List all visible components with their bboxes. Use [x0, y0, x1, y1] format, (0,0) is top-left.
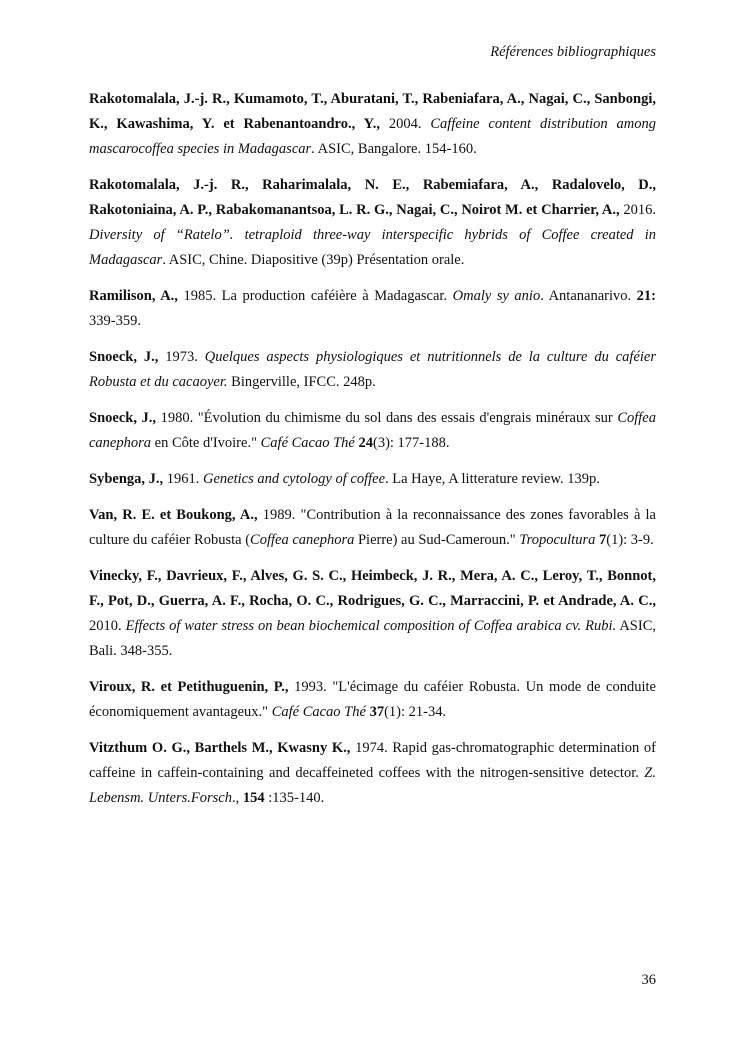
reference-italic-text: Quelques aspects physiologiques et nutritionnels de la culture du caféier Robusta et du cacaoyer. — [89, 349, 656, 390]
reference-entry — [89, 406, 656, 456]
reference-italic-text: Café Cacao Thé — [260, 435, 355, 451]
reference-bold-text: Rakotomalala, J.-j. R., Kumamoto, T., Aburatani, T., Rabeniafara, A., Nagai, C., Sanbongi, K., Kawashima, Y. et Rabenantoandro., Y., — [89, 91, 656, 132]
reference-bold-text: 7 — [598, 532, 607, 548]
reference-italic-text: Café Cacao Thé — [271, 704, 366, 720]
reference-bold-text: 37 — [369, 704, 385, 720]
reference-entry — [89, 467, 656, 492]
reference-bold-text: 21: — [636, 288, 657, 304]
reference-text: . La Haye, A litterature review. 139p. — [385, 471, 600, 487]
reference-bold-text: 24 — [358, 435, 373, 451]
reference-entry — [89, 736, 656, 811]
reference-entry — [89, 87, 656, 162]
reference-italic-text: Genetics and cytology of coffee — [203, 471, 386, 487]
reference-italic-text: Z. Lebensm. Unters.Forsch — [89, 765, 656, 806]
reference-text: ., — [231, 790, 243, 806]
reference-entry — [89, 284, 656, 334]
reference-text: ASIC, Bali. 348-355. — [89, 618, 656, 659]
reference-italic-text: Coffea canephora — [89, 410, 656, 451]
reference-bold-text: Snoeck, J., — [89, 410, 157, 426]
reference-text: 1980. "Évolution du chimisme du sol dans des essais d'engrais minéraux sur — [156, 410, 618, 426]
reference-entry — [89, 345, 656, 395]
reference-text: 2016. — [619, 202, 656, 218]
reference-text: 1989. "Contribution à la reconnaissance des zones favorables à la culture du caféier Robusta ( — [89, 507, 656, 548]
reference-text: . ASIC, Bangalore. 154-160. — [311, 141, 477, 157]
reference-bold-text: 154 — [242, 790, 265, 806]
reference-text: 1961. — [163, 471, 204, 487]
reference-bold-text: Snoeck, J., — [89, 349, 159, 365]
reference-bold-text: Rakotomalala, J.-j. R., Raharimalala, N. E., Rabemiafara, A., Radalovelo, D., Rakotoniaina, A. P., Rabakomanantsoa, L. R. G., Nagai, C., Noirot M. et Charrier, A., — [89, 177, 656, 218]
reference-bold-text: Viroux, R. et Petithuguenin, P., — [89, 679, 289, 695]
reference-text: (1): 21-34. — [384, 704, 447, 720]
reference-italic-text: Tropocultura — [519, 532, 596, 548]
reference-bold-text: Sybenga, J., — [89, 471, 164, 487]
reference-text: en Côte d'Ivoire." — [151, 435, 261, 451]
reference-text: 2004. — [379, 116, 431, 132]
reference-entry — [89, 564, 656, 664]
reference-text: Bingerville, IFCC. 248p. — [227, 374, 376, 390]
reference-text: 2010. — [89, 618, 126, 634]
reference-text: 339-359. — [89, 313, 141, 329]
running-header: Références bibliographiques — [490, 44, 656, 60]
reference-text: 1974. Rapid gas-chromatographic determination of caffeine in caffein-containing and decaffeineted coffees with the nitrogen-sensitive detector. — [89, 740, 656, 781]
reference-bold-text: Van, R. E. et Boukong, A., — [89, 507, 258, 523]
reference-italic-text: Effects of water stress on bean biochemical composition of Coffea arabica cv. Rubi. — [125, 618, 617, 634]
reference-text: (3): 177-188. — [373, 435, 450, 451]
reference-text: :135-140. — [264, 790, 325, 806]
reference-text: 1993. "L'écimage du caféier Robusta. Un mode de conduite économiquement avantageux." — [89, 679, 656, 720]
reference-text: . Antananarivo. — [540, 288, 637, 304]
reference-entry — [89, 173, 656, 273]
reference-entry — [89, 675, 656, 725]
reference-list — [89, 87, 656, 822]
page-number: 36 — [641, 972, 656, 988]
reference-bold-text: Ramilison, A., — [89, 288, 178, 304]
reference-text: 1973. — [158, 349, 205, 365]
reference-italic-text: Diversity of “Ratelo”. tetraploid three-way interspecific hybrids of Coffee created in Madagascar — [89, 227, 656, 268]
reference-entry — [89, 503, 656, 553]
reference-italic-text: Coffea canephora — [250, 532, 355, 548]
reference-text: Pierre) au Sud-Cameroun." — [354, 532, 520, 548]
reference-bold-text: Vinecky, F., Davrieux, F., Alves, G. S. C., Heimbeck, J. R., Mera, A. C., Leroy, T., Bonnot, F., Pot, D., Guerra, A. F., Rocha, O. C., Rodrigues, G. C., Marraccini, P. et Andrade, A. C., — [89, 568, 656, 609]
reference-text: . ASIC, Chine. Diapositive (39p) Présentation orale. — [162, 252, 465, 268]
reference-italic-text: Omaly sy anio — [452, 288, 541, 304]
reference-bold-text: Vitzthum O. G., Barthels M., Kwasny K., — [89, 740, 351, 756]
reference-italic-text: Caffeine content distribution among mascarocoffea species in Madagascar — [89, 116, 657, 157]
reference-text: 1985. La production caféière à Madagascar. — [177, 288, 453, 304]
reference-text: (1): 3-9. — [606, 532, 654, 548]
